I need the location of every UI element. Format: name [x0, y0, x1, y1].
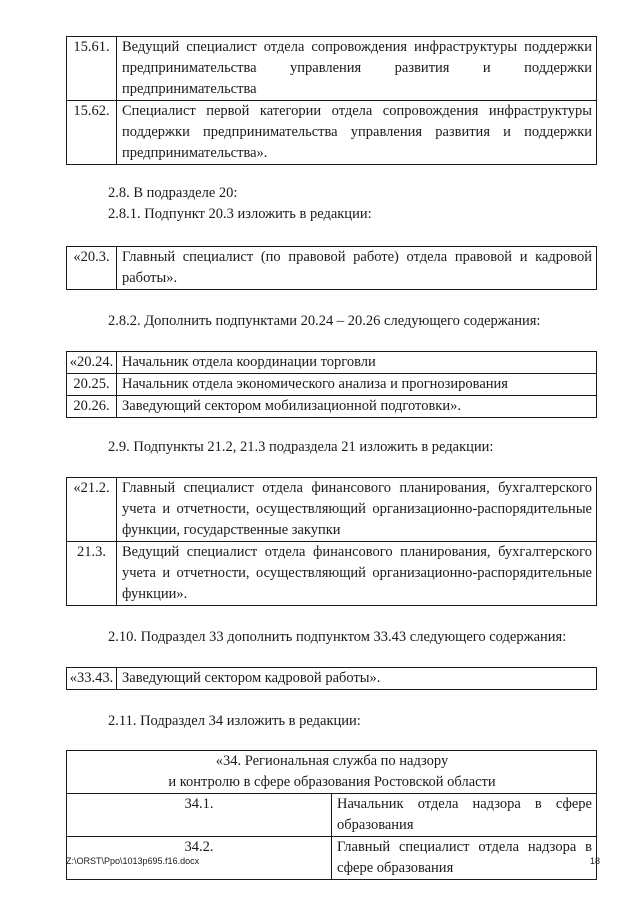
row-number: 34.2.: [67, 837, 332, 880]
paragraph-2-8-1: 2.8.1. Подпункт 20.3 изложить в редакции:: [108, 206, 372, 222]
table-positions-20-3: [66, 246, 597, 290]
row-number: 20.26.: [67, 396, 117, 418]
section-header-line1: «34. Региональная служба по надзору: [215, 753, 449, 769]
row-text: Главный специалист отдела надзора в сфере образования: [332, 837, 597, 880]
table-row: [67, 247, 597, 290]
paragraph-2-10: 2.10. Подраздел 33 дополнить подпунктом 33.43 следующего содержания:: [108, 629, 567, 645]
table-positions-21: [66, 477, 597, 606]
table-row: [67, 374, 597, 396]
row-text: Ведущий специалист отдела финансового планирования, бухгалтерского учета и отчетности, осуществляющий организационно-распорядительные функции».: [117, 542, 597, 606]
row-text: Ведущий специалист отдела сопровождения инфраструктуры поддержки предпринимательства управления развития и поддержки предпринимательства: [117, 37, 597, 101]
section-header: [67, 751, 597, 794]
row-text: Специалист первой категории отдела сопровождения инфраструктуры поддержки предпринимательства управления развития и поддержки предпринимательства».: [117, 101, 597, 165]
row-number: «33.43.: [67, 668, 117, 690]
page-number: 18: [589, 856, 600, 866]
table-positions-20-24: [66, 351, 597, 418]
table-row: [67, 794, 597, 837]
row-number: «21.2.: [67, 478, 117, 542]
table-row: [67, 668, 597, 690]
row-number: 34.1.: [67, 794, 332, 837]
row-number: 20.25.: [67, 374, 117, 396]
row-text: Начальник отдела надзора в сфере образования: [332, 794, 597, 837]
row-number: 15.61.: [67, 37, 117, 101]
row-number: «20.24.: [67, 352, 117, 374]
row-text: Начальник отдела экономического анализа и прогнозирования: [117, 374, 597, 396]
row-text: Начальник отдела координации торговли: [117, 352, 597, 374]
row-number: 15.62.: [67, 101, 117, 165]
table-row: [67, 478, 597, 542]
table-positions-33-43: [66, 667, 597, 690]
row-number: «20.3.: [67, 247, 117, 290]
footer-file-path: Z:\ORST\Ppo\1013p695.f16.docx: [66, 856, 200, 866]
table-header-row: [67, 751, 597, 794]
table-row: [67, 352, 597, 374]
table-row: [67, 37, 597, 101]
paragraph-2-11: 2.11. Подраздел 34 изложить в редакции:: [108, 713, 361, 729]
row-text: Заведующий сектором кадровой работы».: [117, 668, 597, 690]
table-row: [67, 396, 597, 418]
table-row: [67, 542, 597, 606]
paragraph-2-8-2: 2.8.2. Дополнить подпунктами 20.24 – 20.26 следующего содержания:: [108, 313, 541, 329]
paragraph-2-9: 2.9. Подпункты 21.2, 21.3 подраздела 21 изложить в редакции:: [108, 439, 494, 455]
table-row: [67, 101, 597, 165]
row-number: 21.3.: [67, 542, 117, 606]
row-text: Главный специалист (по правовой работе) отдела правовой и кадровой работы».: [117, 247, 597, 290]
row-text: Главный специалист отдела финансового планирования, бухгалтерского учета и отчетности, осуществляющий организационно-распорядительные функции, государственные закупки: [117, 478, 597, 542]
section-header-line2: и контролю в сфере образования Ростовской области: [168, 774, 496, 790]
table-positions-15: [66, 36, 597, 165]
paragraph-2-8: 2.8. В подразделе 20:: [108, 185, 238, 201]
row-text: Заведующий сектором мобилизационной подготовки».: [117, 396, 597, 418]
